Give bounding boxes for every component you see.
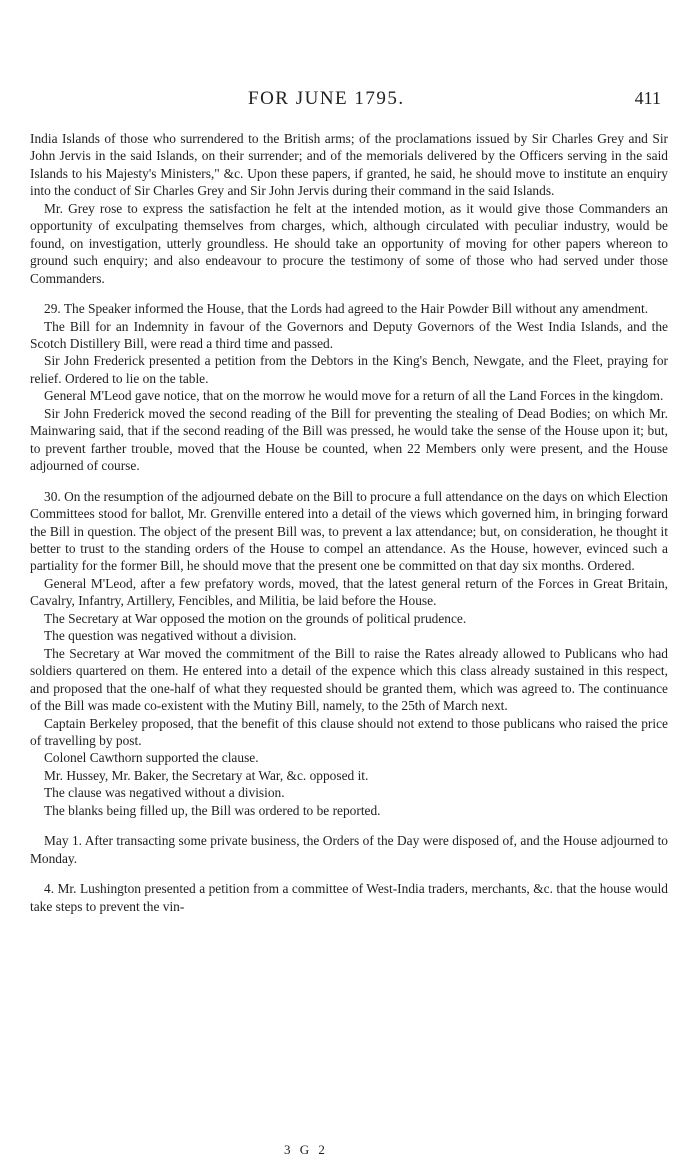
paragraph-secretary-opposed: The Secretary at War opposed the motion on the grounds of political prudence. (44, 610, 467, 626)
paragraph-berkeley: Captain Berkeley proposed, that the benefit of this clause should not extend to those publicans who raised the price of travelling by post. (30, 715, 668, 748)
paragraph-debtors-petition: Sir John Frederick presented a petition from the Debtors in the King's Bench, Newgate, and the Fleet, praying for relief. Ordered to lie on the table. (30, 353, 668, 386)
paragraph-negatived: The question was negatived without a division. (44, 628, 297, 644)
paragraph-cawthorn: Colonel Cawthorn supported the clause. (44, 750, 259, 766)
page-number: 411 (634, 88, 661, 108)
paragraph-continuation: India Islands of those who surrendered to the British arms; of the proclamations issued by Sir Charles Grey and Sir John Jervis in the said Islands, on their surrender; and of the memorials delivered by the Officers serving in the said Islands to his Majesty's Ministers," &c. Upon these papers, if granted, he said, he should move to institute an enquiry into the conduct of Sir Charles Grey and Sir John Jervis during their command in the said Islands. (30, 131, 668, 199)
paragraph-4-lushington: 4. Mr. Lushington presented a petition from a committee of West-India traders, merchants, &c. that the house would take steps to prevent the vin- (30, 881, 668, 914)
paragraph-mleod-notice: General M'Leod gave notice, that on the morrow he would move for a return of all the Land Forces in the kingdom. (44, 388, 664, 404)
paragraph-29-speaker: 29. The Speaker informed the House, that the Lords had agreed to the Hair Powder Bill without any amendment. (44, 301, 649, 317)
paragraph-mleod-motion: General M'Leod, after a few prefatory words, moved, that the latest general return of the Forces in Great Britain, Cavalry, Infantry, Artillery, Fencibles, and Militia, be laid before the House. (30, 575, 668, 609)
paragraph-30-attendance: 30. On the resumption of the adjourned debate on the Bill to procure a full attendance on the days on which Election Committees stood for ballot, Mr. Grenville entered into a detail of the views which governed him, in bringing forward the Bill in question. The object of the present Bill was, to prevent a lax attendance; but, on consideration, he thought it better to trust to the standing orders of the House to compel an attendance. As the House, however, evinced such a partiality for the former Bill, he should move that the present one be committed on that day six months. Ordered. (30, 488, 668, 574)
paragraph-dead-bodies-bill: Sir John Frederick moved the second reading of the Bill for preventing the stealing of Dead Bodies; on which Mr. Mainwaring said, that if the second reading of the Bill was pressed, he would take the sense of the House upon it; but, to prevent farther trouble, moved that the House be counted, when 22 Members only were present, and the House adjourned of course. (30, 405, 668, 474)
running-title: FOR JUNE 1795. (248, 88, 405, 109)
paragraph-hussey: Mr. Hussey, Mr. Baker, the Secretary at War, &c. opposed it. (44, 767, 369, 783)
paragraph-grey: Mr. Grey rose to express the satisfaction he felt at the intended motion, as it would give those Commanders an opportunity of exculpating themselves from charges, which, although circulated with peculiar industry, would be found, on investigation, utterly groundless. He should take an opportunity of moving for other papers whereon to ground such enquiry; and also endeavour to procure the testimony of some of those who had served under those Commanders. (30, 200, 668, 286)
paragraph-blanks-filled: The blanks being filled up, the Bill was ordered to be reported. (44, 802, 381, 818)
paragraph-publicans-bill: The Secretary at War moved the commitment of the Bill to raise the Rates already allowed to Publicans who had soldiers quartered on them. He entered into a detail of the expence which this class already sustained in this respect, and proposed that the one-half of what they requested should be granted them, which was agreed to. The continuance of the Bill was made co-existent with the Mutiny Bill, namely, to the 25th of March next. (30, 645, 668, 714)
paragraph-may-1: May 1. After transacting some private business, the Orders of the Day were disposed of, and the House adjourned to Monday. (30, 833, 668, 866)
paragraph-indemnity-bill: The Bill for an Indemnity in favour of the Governors and Deputy Governors of the West India Islands, and the Scotch Distillery Bill, were read a third time and passed. (30, 318, 668, 351)
signature-mark: 3 G 2 (284, 1142, 328, 1157)
body-text (30, 130, 668, 915)
paragraph-clause-negatived: The clause was negatived without a division. (44, 785, 285, 801)
